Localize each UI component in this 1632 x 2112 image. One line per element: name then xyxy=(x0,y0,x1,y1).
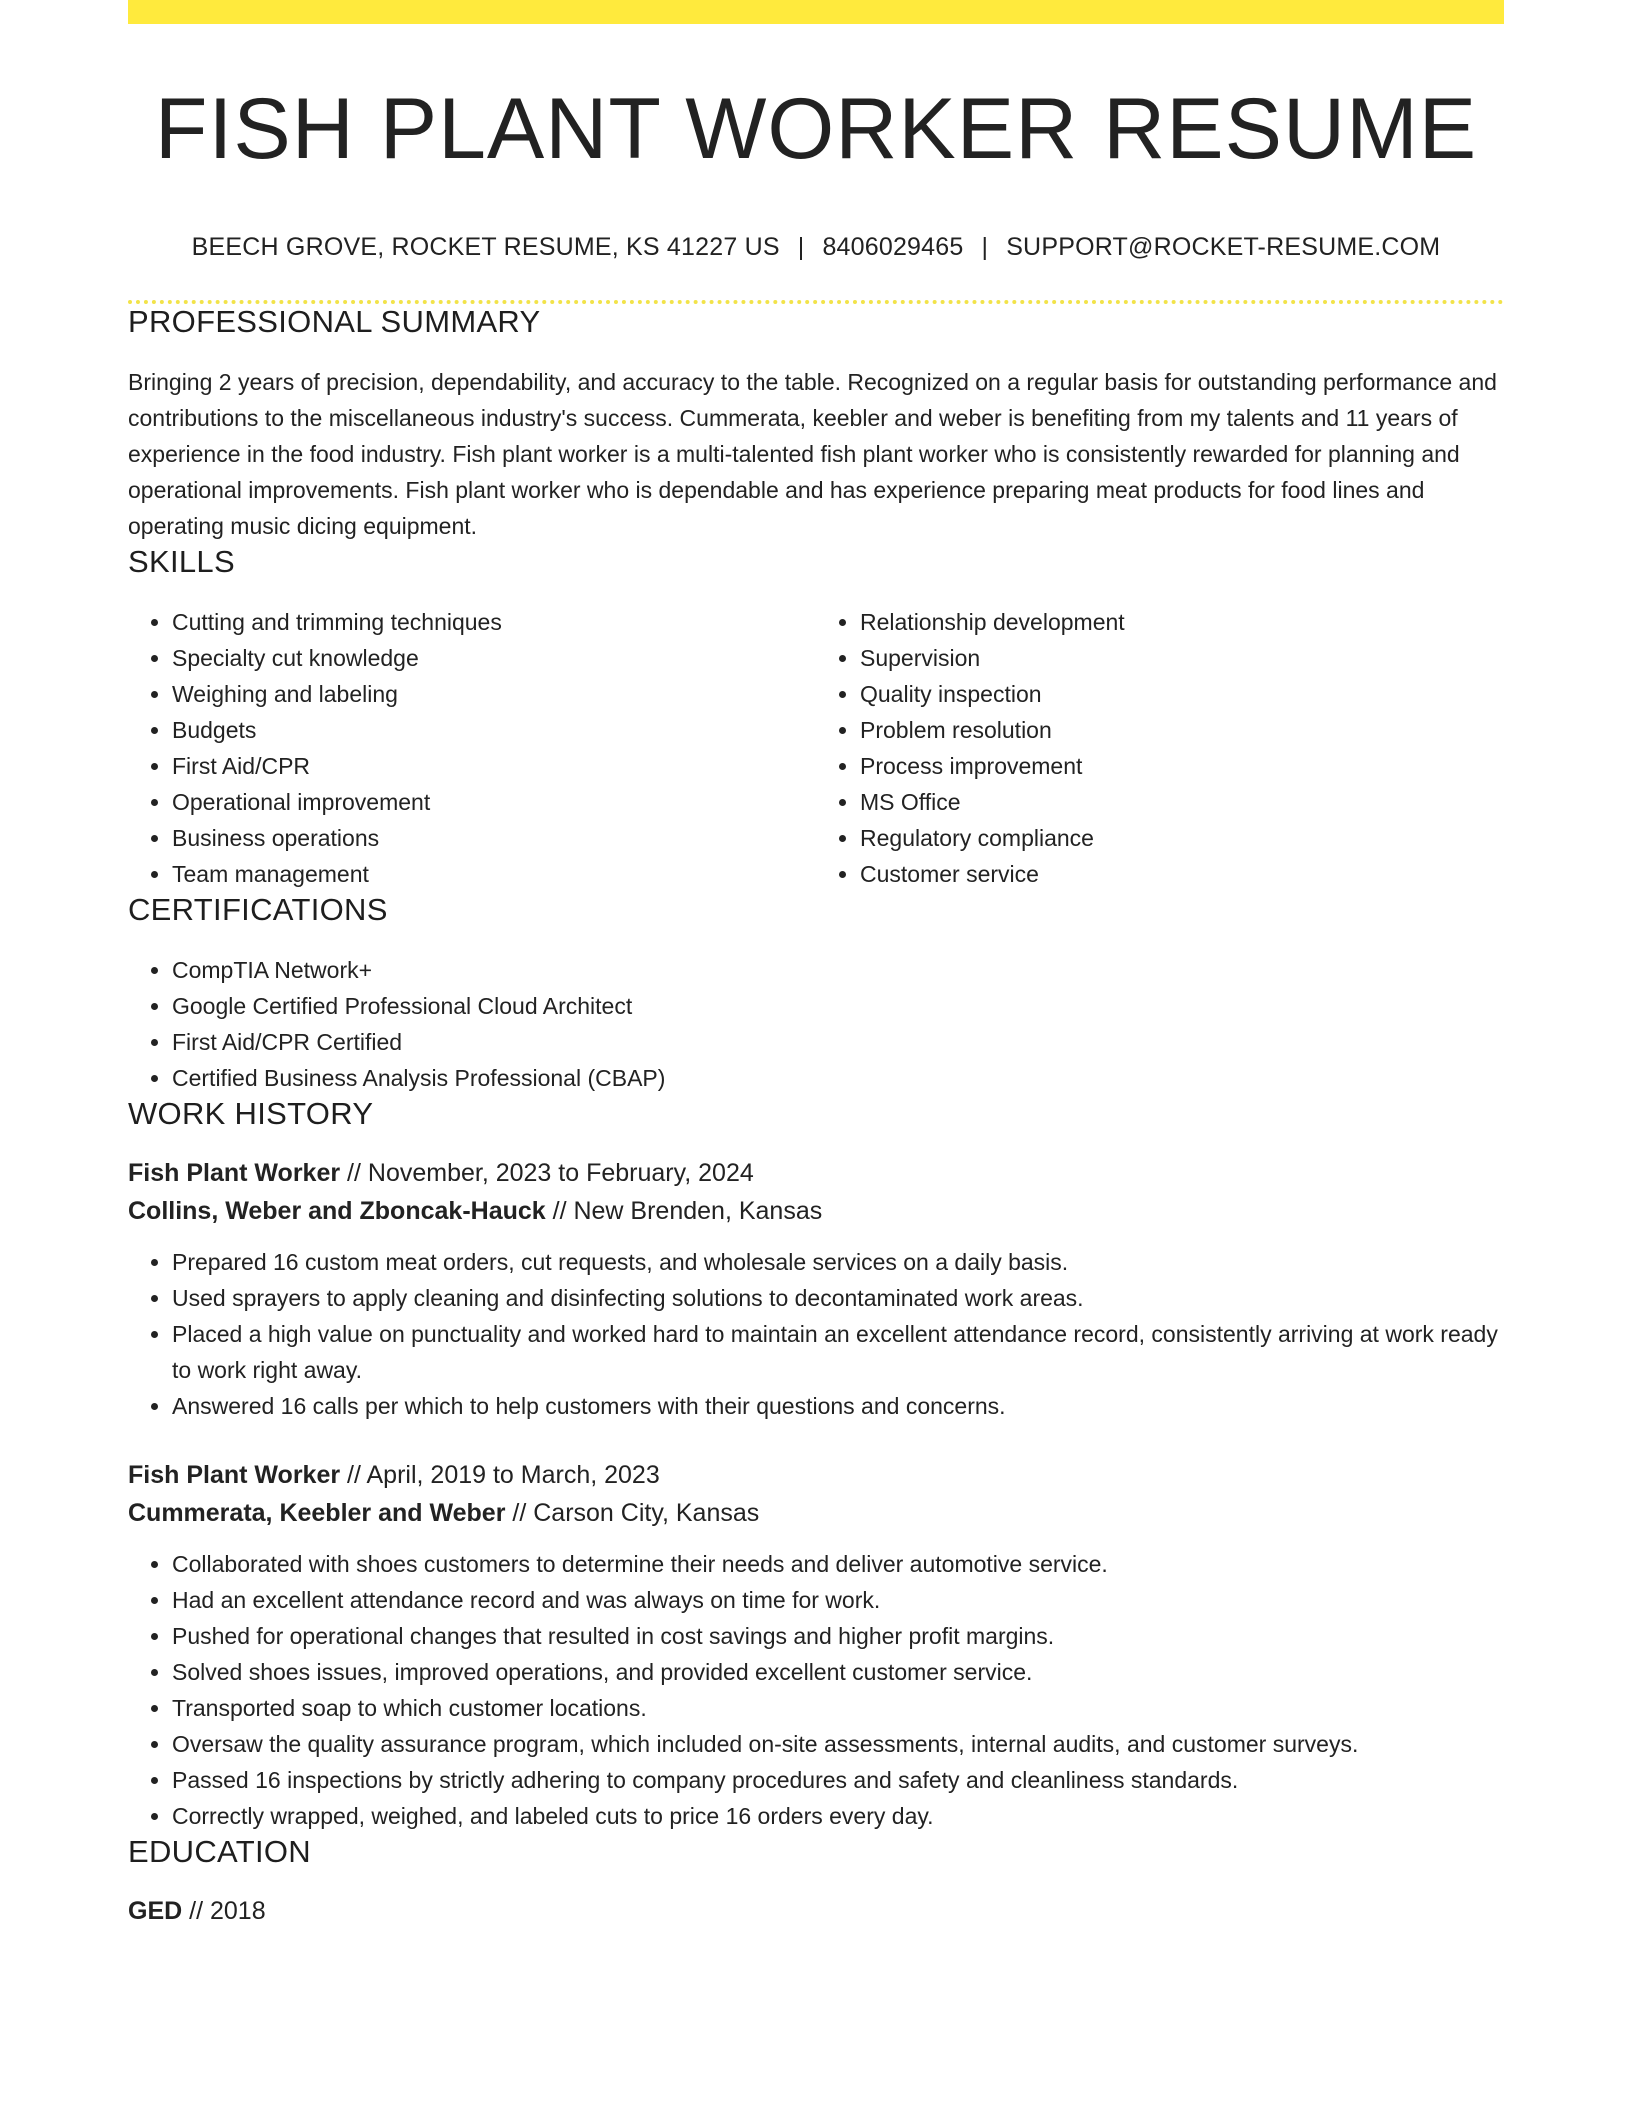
job-bullet: • Answered 16 calls per which to help customers with their questions and concerns. xyxy=(172,1388,1504,1424)
education-heading: EDUCATION xyxy=(128,1834,311,1869)
job-entry xyxy=(128,1154,1504,1424)
skill-item: • Cutting and trimming techniques xyxy=(172,604,816,640)
skill-item: • Relationship development xyxy=(860,604,1504,640)
job-bullet-list xyxy=(128,1546,1504,1834)
certification-item: • First Aid/CPR Certified xyxy=(172,1024,1504,1060)
contact-separator: | xyxy=(981,233,989,261)
job-bullet: • Correctly wrapped, weighed, and labeled cuts to price 16 orders every day. xyxy=(172,1798,1504,1834)
job-title-line xyxy=(128,1154,1504,1192)
certification-item: • Google Certified Professional Cloud Architect xyxy=(172,988,1504,1024)
skill-item: • Customer service xyxy=(860,856,1504,892)
skills-list xyxy=(128,604,1504,892)
job-title: Fish Plant Worker xyxy=(128,1159,341,1187)
job-bullet: • Had an excellent attendance record and was always on time for work. xyxy=(172,1582,1504,1618)
skill-item: • Operational improvement xyxy=(172,784,816,820)
job-bullet: • Prepared 16 custom meat orders, cut requests, and wholesale services on a daily basis. xyxy=(172,1244,1504,1280)
certifications-list xyxy=(128,952,1504,1096)
work-history-heading: WORK HISTORY xyxy=(128,1096,374,1131)
job-company-line xyxy=(128,1192,1504,1230)
contact-line xyxy=(128,232,1504,262)
job-bullet: • Pushed for operational changes that resulted in cost savings and higher profit margins. xyxy=(172,1618,1504,1654)
skill-item: • Supervision xyxy=(860,640,1504,676)
contact-phone: 8406029465 xyxy=(822,233,964,261)
contact-address: BEECH GROVE, ROCKET RESUME, KS 41227 US xyxy=(191,233,780,261)
skills-column-left xyxy=(128,604,816,892)
skill-item: • Team management xyxy=(172,856,816,892)
education-entry xyxy=(128,1892,1504,1930)
job-bullet: • Used sprayers to apply cleaning and disinfecting solutions to decontaminated work areas. xyxy=(172,1280,1504,1316)
skill-item: • Process improvement xyxy=(860,748,1504,784)
skill-item: • Business operations xyxy=(172,820,816,856)
skill-item: • Budgets xyxy=(172,712,816,748)
job-bullet: • Passed 16 inspections by strictly adhering to company procedures and safety and cleanliness standards. xyxy=(172,1762,1504,1798)
contact-separator: | xyxy=(797,233,805,261)
job-location: // Carson City, Kansas xyxy=(512,1499,760,1527)
job-dates: // November, 2023 to February, 2024 xyxy=(347,1159,754,1187)
job-title-line xyxy=(128,1456,1504,1494)
job-title: Fish Plant Worker xyxy=(128,1461,341,1489)
skills-column-right xyxy=(816,604,1504,892)
education-year: // 2018 xyxy=(189,1897,266,1925)
job-bullet: • Transported soap to which customer locations. xyxy=(172,1690,1504,1726)
skill-item: • Weighing and labeling xyxy=(172,676,816,712)
job-dates: // April, 2019 to March, 2023 xyxy=(347,1461,660,1489)
certifications-heading: CERTIFICATIONS xyxy=(128,892,388,927)
job-bullet-list xyxy=(128,1244,1504,1424)
skill-item: • Regulatory compliance xyxy=(860,820,1504,856)
job-bullet: • Collaborated with shoes customers to determine their needs and deliver automotive service. xyxy=(172,1546,1504,1582)
job-bullet: • Oversaw the quality assurance program, which included on-site assessments, internal audits, and customer surveys. xyxy=(172,1726,1504,1762)
job-location: // New Brenden, Kansas xyxy=(552,1197,823,1225)
certification-item: • CompTIA Network+ xyxy=(172,952,1504,988)
contact-email: SUPPORT@ROCKET-RESUME.COM xyxy=(1006,233,1441,261)
skills-heading: SKILLS xyxy=(128,544,235,579)
skill-item: • Specialty cut knowledge xyxy=(172,640,816,676)
job-company: Collins, Weber and Zboncak-Hauck xyxy=(128,1197,546,1225)
skill-item: • Quality inspection xyxy=(860,676,1504,712)
summary-heading: PROFESSIONAL SUMMARY xyxy=(128,304,541,339)
skill-item: • Problem resolution xyxy=(860,712,1504,748)
resume-page xyxy=(128,0,1504,1930)
accent-top-bar xyxy=(128,0,1504,24)
skill-item: • First Aid/CPR xyxy=(172,748,816,784)
summary-text: Bringing 2 years of precision, dependability, and accuracy to the table. Recognized on a regular basis for outstanding performance and contributions to the miscellaneous industry's success. Cummerata, keebler and weber is benefiting from my talents and 11 years of experience in the food industry. Fish plant worker is a multi-talented fish plant worker who is consistently rewarded for planning and operational improvements. Fish plant worker who is dependable and has experience preparing meat products for food lines and operating music dicing equipment. xyxy=(128,369,1497,539)
skill-item: • MS Office xyxy=(860,784,1504,820)
job-company-line xyxy=(128,1494,1504,1532)
job-bullet: • Placed a high value on punctuality and worked hard to maintain an excellent attendance record, consistently arriving at work ready to work right away. xyxy=(172,1316,1504,1388)
job-company: Cummerata, Keebler and Weber xyxy=(128,1499,506,1527)
job-bullet: • Solved shoes issues, improved operations, and provided excellent customer service. xyxy=(172,1654,1504,1690)
certification-item: • Certified Business Analysis Professional (CBAP) xyxy=(172,1060,1504,1096)
resume-title: FISH PLANT WORKER RESUME xyxy=(154,81,1478,177)
education-degree: GED xyxy=(128,1897,183,1925)
job-entry xyxy=(128,1456,1504,1834)
